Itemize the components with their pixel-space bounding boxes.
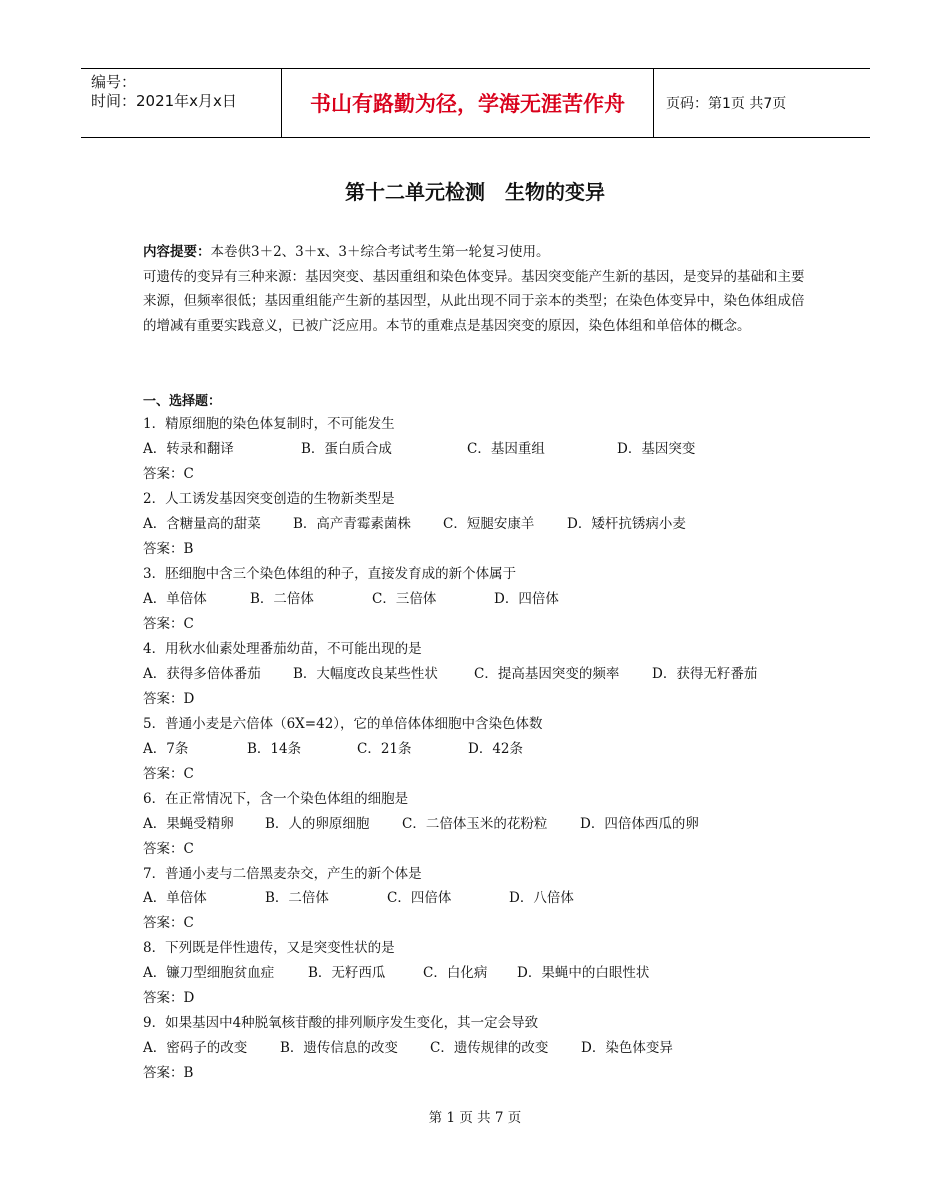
option-c: C．四倍体 xyxy=(387,890,452,906)
option-c: C．遗传规律的改变 xyxy=(430,1040,549,1056)
answer: 答案：C xyxy=(143,616,194,632)
option-c: C．短腿安康羊 xyxy=(443,516,535,532)
option-d: D．矮杆抗锈病小麦 xyxy=(567,516,686,532)
option-c: C．21条 xyxy=(357,741,412,757)
question-stem: 3．胚细胞中含三个染色体组的种子，直接发育成的新个体属于 xyxy=(143,566,517,582)
option-a: A．转录和翻译 xyxy=(143,441,234,457)
question-stem: 9．如果基因中4种脱氧核苷酸的排列顺序发生变化，其一定会导致 xyxy=(143,1015,539,1031)
option-c: C．基因重组 xyxy=(467,441,545,457)
answer: 答案：C xyxy=(143,466,194,482)
serial-label: 编号： xyxy=(91,73,137,91)
option-a: A．果蝇受精卵 xyxy=(143,816,234,832)
option-a: A．单倍体 xyxy=(143,890,207,906)
option-d: D．42条 xyxy=(468,741,524,757)
option-c: C．白化病 xyxy=(423,965,488,981)
option-d: D．染色体变异 xyxy=(581,1040,673,1056)
option-a: A．密码子的改变 xyxy=(143,1040,248,1056)
option-a: A．镰刀型细胞贫血症 xyxy=(143,965,275,981)
option-b: B．无籽西瓜 xyxy=(308,965,386,981)
option-d: D．八倍体 xyxy=(509,890,574,906)
question-stem: 2．人工诱发基因突变创造的生物新类型是 xyxy=(143,491,395,507)
header-page-info: 页码：第1页 共7页 xyxy=(666,96,787,112)
intro-body: 可遗传的变异有三种来源：基因突变、基因重组和染色体变异。基因突变能产生新的基因，是变异的基础和主要来源，但频率很低；基因重组能产生新的基因型，从此出现不同于亲本的类型；在染色体变异中，染色体组成倍的增减有重要实践意义，已被广泛应用。本节的重难点是基因突变的原因，染色体组和单倍体的概念。 xyxy=(143,268,805,334)
question-stem: 7．普通小麦与二倍黑麦杂交，产生的新个体是 xyxy=(143,866,422,882)
answer: 答案：B xyxy=(143,1065,194,1081)
option-a: A．单倍体 xyxy=(143,591,207,607)
question-stem: 5．普通小麦是六倍体（6X=42），它的单倍体体细胞中含染色体数 xyxy=(143,716,543,732)
option-d: D．获得无籽番茄 xyxy=(652,666,758,682)
answer: 答案：C xyxy=(143,766,194,782)
question-stem: 6．在正常情况下，含一个染色体组的细胞是 xyxy=(143,791,409,807)
option-a: A．7条 xyxy=(143,741,189,757)
question-stem: 4．用秋水仙素处理番茄幼苗，不可能出现的是 xyxy=(143,641,422,657)
option-b: B．人的卵原细胞 xyxy=(265,816,370,832)
question-stem: 8．下列既是伴性遗传，又是突变性状的是 xyxy=(143,940,395,956)
question-stem: 1．精原细胞的染色体复制时，不可能发生 xyxy=(143,416,395,432)
intro-line1: 本卷供3＋2、3＋x、3＋综合考试考生第一轮复习使用。 xyxy=(210,244,550,260)
option-b: B．二倍体 xyxy=(265,890,329,906)
intro-block xyxy=(143,240,813,338)
option-b: B．蛋白质合成 xyxy=(301,441,392,457)
answer: 答案：C xyxy=(143,841,194,857)
page-footer: 第 1 页 共 7 页 xyxy=(428,1110,522,1126)
answer: 答案：D xyxy=(143,691,195,707)
header-motto: 书山有路勤为径，学海无涯苦作舟 xyxy=(281,69,654,137)
option-a: A．获得多倍体番茄 xyxy=(143,666,261,682)
option-b: B．二倍体 xyxy=(250,591,314,607)
option-d: D．四倍体 xyxy=(494,591,559,607)
option-b: B．高产青霉素菌株 xyxy=(293,516,411,532)
option-b: B．遗传信息的改变 xyxy=(280,1040,398,1056)
option-c: C．提高基因突变的频率 xyxy=(474,666,620,682)
option-a: A．含糖量高的甜菜 xyxy=(143,516,261,532)
option-b: B．14条 xyxy=(247,741,302,757)
option-c: C．二倍体玉米的花粉粒 xyxy=(402,816,548,832)
option-d: D．基因突变 xyxy=(617,441,696,457)
answer: 答案：D xyxy=(143,990,195,1006)
option-d: D．果蝇中的白眼性状 xyxy=(517,965,650,981)
answer: 答案：B xyxy=(143,541,194,557)
option-c: C．三倍体 xyxy=(372,591,437,607)
header-left-cell xyxy=(81,69,281,137)
section-title: 一、选择题： xyxy=(143,394,222,409)
page-title: 第十二单元检测 生物的变异 xyxy=(345,180,605,204)
header-table xyxy=(81,68,870,138)
intro-label: 内容提要： xyxy=(143,244,211,260)
option-d: D．四倍体西瓜的卵 xyxy=(580,816,699,832)
option-b: B．大幅度改良某些性状 xyxy=(293,666,438,682)
date-label: 时间：2021年x月x日 xyxy=(91,92,237,110)
answer: 答案：C xyxy=(143,915,194,931)
